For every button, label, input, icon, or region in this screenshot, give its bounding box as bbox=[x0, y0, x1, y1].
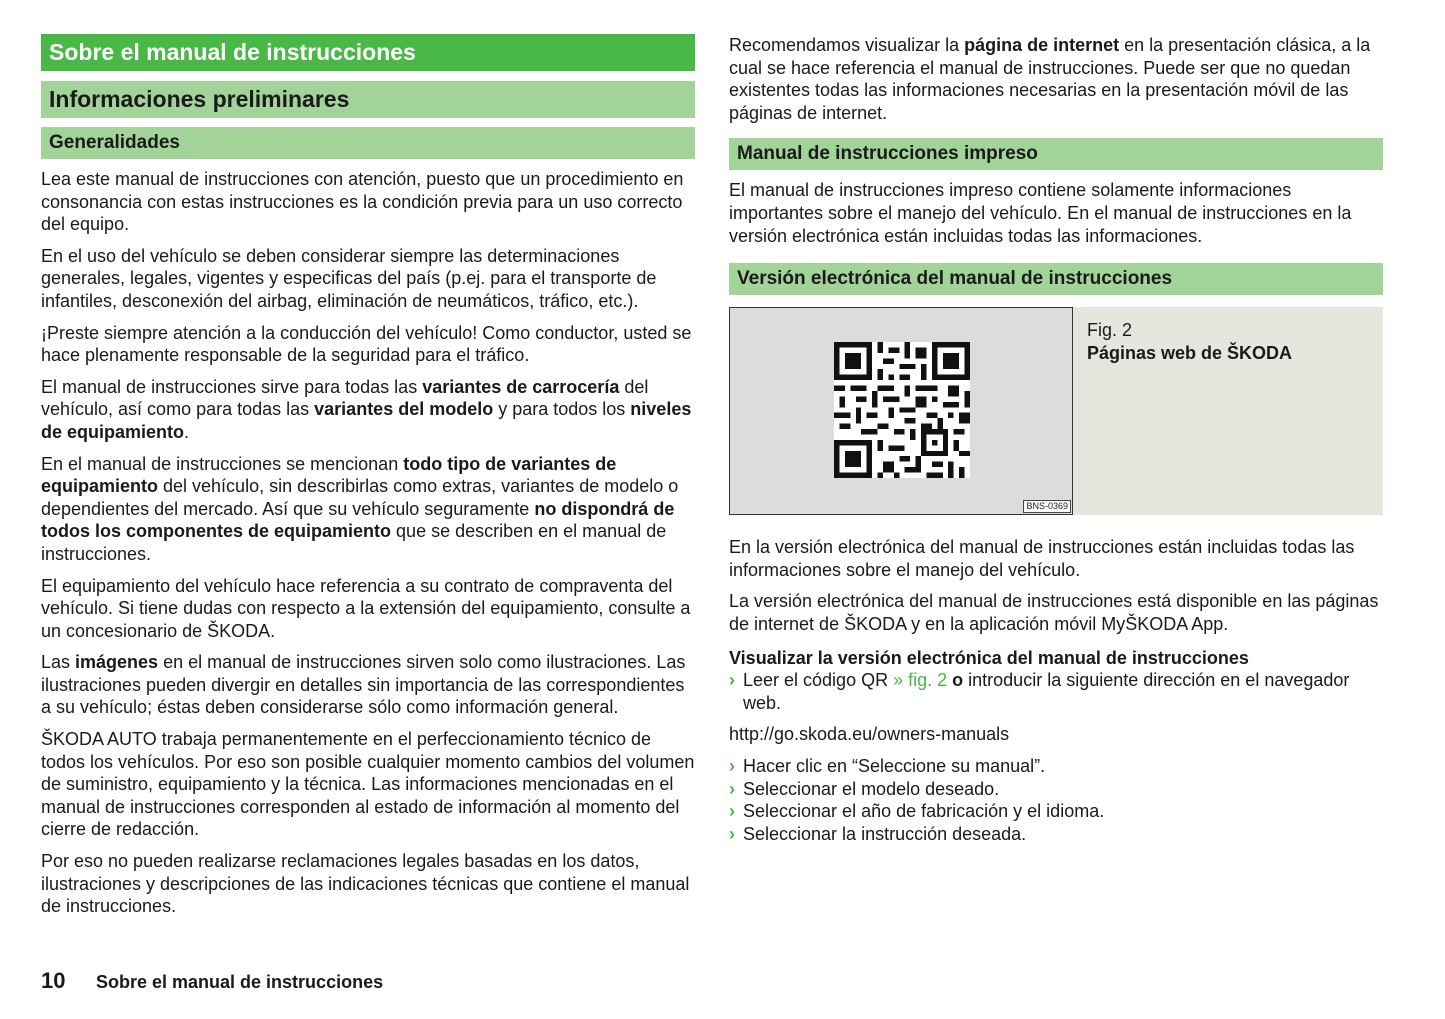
section-title: Sobre el manual de instrucciones bbox=[41, 34, 695, 71]
paragraph: El manual de instrucciones impreso contiene solamente informaciones importantes sobre el manejo del vehículo. En el manual de instrucciones en la versión electrónica están incluidas todas las informaciones. bbox=[729, 180, 1352, 246]
url-text: http://go.skoda.eu/owners-manuals bbox=[729, 724, 1010, 745]
chevron-right-icon: › bbox=[729, 778, 735, 799]
instruction-step bbox=[729, 755, 1383, 778]
instruction-step bbox=[729, 778, 1383, 801]
figure-code: BNS-0369 bbox=[1023, 500, 1071, 513]
paragraph: Por eso no pueden realizarse reclamaciones legales basadas en los datos, ilustraciones y descripciones de las indicaciones técnicas que contiene el manual de instrucciones. bbox=[41, 851, 690, 917]
chevron-right-icon: › bbox=[729, 670, 735, 691]
topic-title-impreso: Manual de instrucciones impreso bbox=[729, 138, 1383, 170]
chevron-right-icon: › bbox=[729, 755, 735, 776]
instructions-heading: Visualizar la versión electrónica del manual de instrucciones bbox=[729, 647, 1249, 668]
step-text: Seleccionar el año de fabricación y el idioma. bbox=[743, 801, 1105, 822]
paragraph: En el uso del vehículo se deben considerar siempre las determinaciones generales, legales, vigentes y especificas del país (p.ej. para el transporte de infantiles, desconexión del airbag, eliminación de neumáticos, tráfico, etc.). bbox=[41, 245, 657, 311]
paragraph: ¡Preste siempre atención a la conducción del vehículo! Como conductor, usted se hace plenamente responsable de la seguridad para el tráfico. bbox=[41, 322, 692, 366]
paragraph: Recomendamos visualizar la página de internet en la presentación clásica, a la cual se hace referencia el manual de instrucciones. Puede ser que no quedan existentes todas las informaciones necesarias en la presentación móvil de las páginas de internet. bbox=[729, 35, 1371, 123]
chevron-right-icon: › bbox=[729, 801, 735, 822]
figure-label: Fig. 2 bbox=[1087, 320, 1133, 341]
page-number: 10 bbox=[41, 968, 66, 993]
subsection-title: Informaciones preliminares bbox=[41, 81, 695, 118]
paragraph: En la versión electrónica del manual de instrucciones están incluidas todas las informaciones sobre el manejo del vehículo. bbox=[729, 537, 1355, 580]
figure-title: Páginas web de ŠKODA bbox=[1087, 343, 1293, 364]
paragraph: En el manual de instrucciones se mencionan todo tipo de variantes de equipamiento del vehículo, sin describirlas como extras, variantes de modelo o dependientes del mercado. Así que su vehículo seguramente no dispondrá de todos los componentes de equipamiento que se describen en el manual de instrucciones. bbox=[41, 453, 679, 564]
instruction-step bbox=[729, 669, 1383, 714]
chevron-right-icon: › bbox=[729, 823, 735, 844]
paragraph: Lea este manual de instrucciones con atención, puesto que un procedimiento en consonancia con estas instrucciones es la condición previa para un uso correcto del equipo. bbox=[41, 169, 684, 235]
paragraph: ŠKODA AUTO trabaja permanentemente en el perfeccionamiento técnico de todos los vehículos. Por eso son posible cualquier momento cambios del volumen de suministro, equipamiento y la técnica. Las informaciones mencionadas en el manual de instrucciones corresponden al estado de información al momento del cierre de redacción. bbox=[41, 729, 695, 840]
instruction-step bbox=[729, 800, 1383, 823]
paragraph: Las imágenes en el manual de instrucciones sirven solo como ilustraciones. Las ilustraciones pueden divergir en detalles sin importancia de las correspondientes a su vehículo; éstas deben considerarse sólo como información general. bbox=[41, 652, 686, 718]
page-footer bbox=[41, 968, 383, 994]
paragraph: El equipamiento del vehículo hace referencia a su contrato de compraventa del vehículo. Si tiene dudas con respecto a la extensión del equipamiento, consulte a un concesionario de ŠKODA. bbox=[41, 575, 691, 641]
left-column bbox=[41, 34, 695, 927]
topic-title-electronica: Versión electrónica del manual de instrucciones bbox=[729, 263, 1383, 295]
paragraph: El manual de instrucciones sirve para todas las variantes de carrocería del vehículo, así como para todas las variantes del modelo y para todos los niveles de equipamiento. bbox=[41, 376, 692, 442]
step-text: Seleccionar el modelo deseado. bbox=[743, 778, 1000, 799]
figure-link[interactable]: » fig. 2 bbox=[893, 670, 948, 691]
footer-section-title: Sobre el manual de instrucciones bbox=[96, 972, 384, 992]
qr-code-icon bbox=[834, 342, 970, 478]
step-text: Leer el código QR » fig. 2 o introducir la siguiente dirección en el navegador web. bbox=[743, 670, 1350, 713]
topic-title: Generalidades bbox=[41, 127, 695, 159]
instruction-step bbox=[729, 823, 1383, 846]
figure bbox=[729, 307, 1383, 515]
step-text: Seleccionar la instrucción deseada. bbox=[743, 823, 1027, 844]
paragraph: La versión electrónica del manual de instrucciones está disponible en las páginas de internet de ŠKODA y en la aplicación móvil MyŠKODA App. bbox=[729, 591, 1379, 634]
instruction-steps bbox=[729, 755, 1383, 845]
qr-code-image[interactable] bbox=[729, 307, 1073, 515]
right-column bbox=[729, 34, 1383, 845]
step-text: Hacer clic en “Seleccione su manual”. bbox=[743, 755, 1046, 776]
figure-caption bbox=[1073, 307, 1383, 515]
